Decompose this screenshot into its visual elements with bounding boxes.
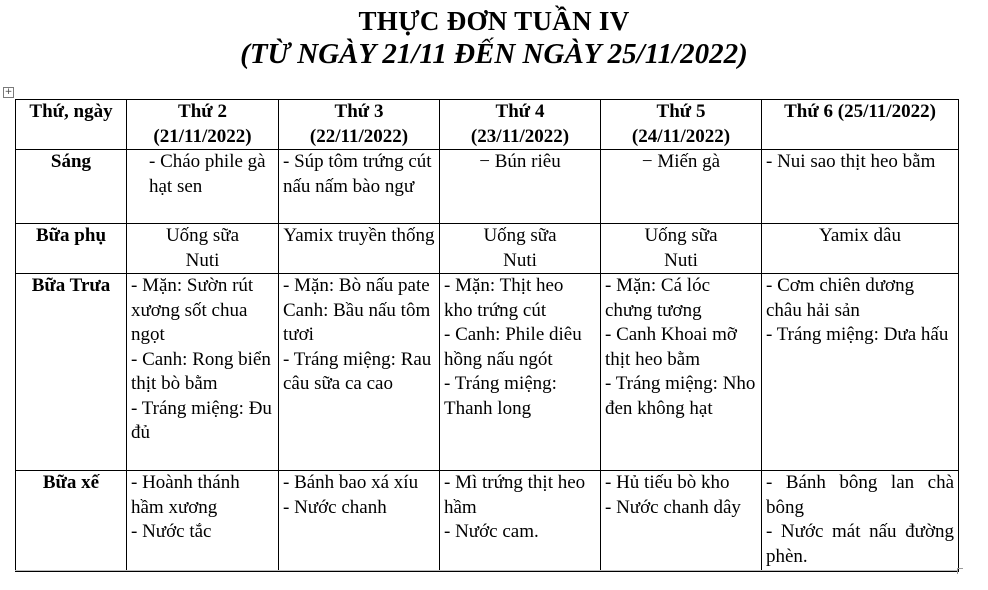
menu-cell: [440, 274, 601, 471]
menu-date-range: (TỪ NGÀY 21/11 ĐẾN NGÀY 25/11/2022): [240, 38, 748, 70]
day-date: (22/11/2022): [309, 125, 409, 147]
weekly-menu-table: [15, 99, 959, 572]
menu-cell: [601, 224, 762, 274]
day-name: Thứ 5: [656, 101, 706, 122]
menu-item: - Cháo phile gà hạt sen: [149, 151, 266, 197]
menu-item: - Tráng miệng: Rau câu sữa ca cao: [283, 348, 432, 394]
menu-item: − Bún riêu: [479, 151, 561, 172]
menu-item: - Tráng miệng: Nho đen không hạt: [605, 373, 756, 419]
header-day-wed: [440, 100, 601, 150]
menu-cell: [279, 471, 440, 572]
header-day-mon: [127, 100, 279, 150]
menu-cell: [440, 150, 601, 224]
meal-label: Bữa xế: [16, 471, 127, 572]
menu-item: − Miến gà: [641, 151, 721, 172]
menu-item: - Nước mát nấu đường phèn.: [766, 521, 954, 567]
menu-cell: [279, 274, 440, 471]
menu-cell: [601, 274, 762, 471]
meal-label: Sáng: [16, 150, 127, 224]
menu-item: - Hoành thánh hầm xương: [131, 472, 240, 518]
meal-label: Bữa Trưa: [16, 274, 127, 471]
menu-item: Yamix dâu: [819, 225, 901, 246]
move-handle-icon[interactable]: +: [4, 87, 13, 97]
menu-item: - Súp tôm trứng cút nấu nấm bào ngư: [283, 151, 432, 197]
menu-cell: [762, 224, 959, 274]
day-name: Thứ 6 (25/11/2022): [784, 101, 936, 122]
day-date: (23/11/2022): [470, 125, 570, 147]
row-afternoon: [16, 471, 959, 572]
menu-title: THỰC ĐƠN TUẦN IV: [358, 6, 630, 36]
header-day-fri: [762, 100, 959, 150]
menu-item: - Nui sao thịt heo bằm: [766, 151, 936, 172]
menu-item: - Bánh bao xá xíu: [283, 472, 419, 493]
menu-item: Canh: Bầu nấu tôm tươi: [283, 299, 431, 345]
menu-cell: [127, 274, 279, 471]
meal-label: Bữa phụ: [16, 224, 127, 274]
menu-item: - Nước chanh: [283, 496, 387, 518]
row-lunch: [16, 274, 959, 471]
header-day-thu: [601, 100, 762, 150]
menu-item: - Mặn: Sườn rút xương sốt chua ngọt: [131, 275, 254, 345]
menu-item: - Mặn: Thịt heo kho trứng cút: [444, 275, 564, 321]
row-breakfast: [16, 150, 959, 224]
menu-item: Uống sữa Nuti: [483, 225, 557, 271]
menu-item: - Mặn: Cá lóc chưng tương: [605, 275, 711, 321]
menu-cell: [127, 224, 279, 274]
menu-item: - Tráng miệng: Dưa hấu: [766, 324, 949, 345]
menu-item: - Nước tắc: [131, 521, 212, 542]
day-date: (21/11/2022): [153, 125, 252, 147]
menu-cell: [762, 471, 959, 572]
menu-item: - Nước chanh dây: [605, 496, 741, 518]
day-name: Thứ 2: [178, 101, 227, 122]
menu-item: - Nước cam.: [444, 521, 539, 542]
menu-cell: [279, 150, 440, 224]
menu-item: - Canh Khoai mỡ thịt heo bằm: [605, 324, 737, 370]
menu-item: - Hủ tiếu bò kho: [605, 472, 730, 493]
menu-item: - Bánh bông lan chà bông: [766, 472, 954, 518]
menu-cell: [762, 274, 959, 471]
menu-item: - Mặn: Bò nấu pate: [283, 275, 430, 296]
day-name: Thứ 4: [495, 101, 545, 122]
menu-cell: [279, 224, 440, 274]
menu-item: Uống sữa Nuti: [165, 225, 240, 271]
header-day-label: Thứ, ngày: [16, 100, 127, 150]
day-name: Thứ 3: [334, 101, 384, 122]
day-date: (24/11/2022): [631, 125, 731, 147]
menu-item: - Canh: Phile diêu hồng nấu ngót: [444, 324, 582, 370]
row-snack: [16, 224, 959, 274]
menu-item: Uống sữa Nuti: [644, 225, 718, 271]
menu-cell: [762, 150, 959, 224]
menu-item: - Tráng miệng: Thanh long: [444, 373, 557, 419]
menu-item: - Cơm chiên dương châu hải sản: [766, 275, 915, 321]
header-row: [16, 100, 959, 150]
menu-item: Yamix truyền thống: [283, 225, 435, 246]
menu-cell: [601, 150, 762, 224]
page-corner-mark: [957, 568, 963, 574]
menu-item: - Mì trứng thịt heo hầm: [444, 472, 586, 518]
menu-cell: [440, 471, 601, 572]
menu-cell: [127, 150, 279, 224]
page-boundary-line: [15, 570, 958, 571]
header-day-tue: [279, 100, 440, 150]
menu-cell: [440, 224, 601, 274]
menu-item: - Canh: Rong biển thịt bò bằm: [131, 348, 271, 394]
menu-item: - Tráng miệng: Đu đủ: [131, 397, 272, 443]
menu-cell: [127, 471, 279, 572]
menu-cell: [601, 471, 762, 572]
